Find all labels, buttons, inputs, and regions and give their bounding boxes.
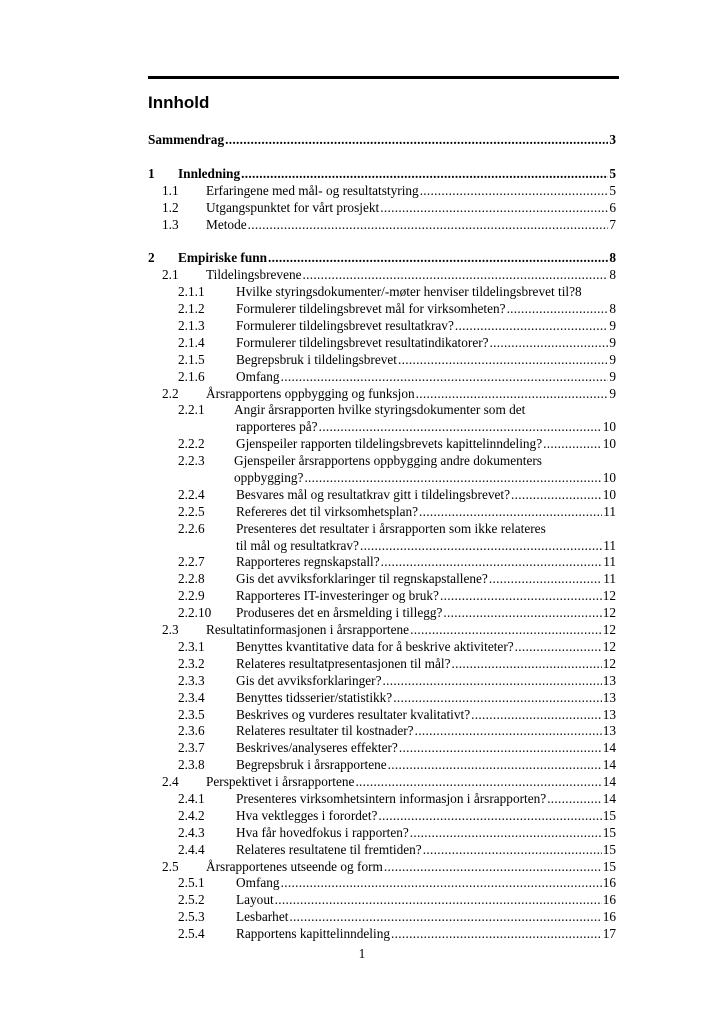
toc-entry-2-3-4[interactable] (148, 689, 616, 706)
dot-leader (440, 587, 602, 604)
toc-page: 15 (602, 824, 616, 840)
toc-number: 2.4.2 (178, 807, 205, 823)
toc-number: 2.1 (162, 267, 179, 283)
dot-leader (507, 300, 609, 317)
toc-entry-2-2-10[interactable] (148, 604, 616, 621)
toc-entry-2-2[interactable] (148, 385, 616, 402)
toc-title: Omfang (236, 368, 280, 384)
toc-page: 16 (602, 892, 616, 908)
toc-number: 2.4.3 (178, 824, 205, 840)
dot-leader (355, 773, 601, 790)
top-rule (148, 76, 619, 79)
toc-number: 2.3.8 (178, 757, 205, 773)
toc-page: 10 (602, 436, 616, 452)
toc-title: Lesbarhet (236, 909, 289, 925)
toc-title: Beskrives og vurderes resultater kvalitativt? (236, 706, 471, 722)
toc-entry-2-1-6[interactable] (148, 368, 616, 385)
toc-page: 14 (602, 790, 616, 806)
toc-number: 2.1.4 (178, 334, 205, 350)
toc-entry-2-5-4[interactable] (148, 925, 616, 942)
toc-entry-2-2-2[interactable] (148, 435, 616, 452)
toc-number: 2.5.2 (178, 892, 205, 908)
toc-entry-2-1[interactable] (148, 266, 616, 283)
toc-entry-2-1-4[interactable] (148, 334, 616, 351)
toc-entry-sammendrag[interactable] (148, 131, 616, 148)
dot-leader (248, 216, 609, 233)
toc-entry-2-2-6[interactable] (148, 520, 616, 537)
toc-title: Refereres det til virksomhetsplan? (236, 503, 419, 519)
toc-entry-2-2-3-cont[interactable] (148, 469, 616, 486)
toc-title: Empiriske funn (178, 250, 268, 266)
toc-number: 2.5.4 (178, 926, 205, 942)
toc-page: 14 (602, 740, 616, 756)
dot-leader (398, 351, 608, 368)
dot-leader (419, 503, 602, 520)
toc-number: 2.5.3 (178, 909, 205, 925)
dot-leader (384, 858, 602, 875)
dot-leader (380, 199, 608, 216)
toc-number: 2.2 (162, 385, 179, 401)
toc-number: 2.4.4 (178, 841, 205, 857)
toc-page: 14 (602, 757, 616, 773)
dot-leader (319, 418, 602, 435)
page-title: Innhold (148, 93, 210, 112)
toc-number: 2.5 (162, 858, 179, 874)
dot-leader (391, 925, 602, 942)
dot-leader (543, 435, 602, 452)
toc-page: 9 (609, 334, 616, 350)
toc-entry-2-4-2[interactable] (148, 807, 616, 824)
toc-number: 2.2.6 (178, 520, 205, 536)
toc-title: Formulerer tildelingsbrevet resultatindikatorer? (236, 334, 489, 350)
toc-title: Relateres resultater til kostnader? (236, 723, 414, 739)
toc-entry-2-4-4[interactable] (148, 841, 616, 858)
toc-number: 2.3.3 (178, 672, 205, 688)
dot-leader (416, 385, 609, 402)
toc-title: Gis det avviksforklaringer? (236, 672, 382, 688)
toc-entry-2-3[interactable] (148, 621, 616, 638)
toc-page: 13 (602, 689, 616, 705)
toc-number: 1.2 (162, 199, 179, 215)
dot-leader (423, 841, 602, 858)
toc-title: Resultatinformasjonen i årsrapportene (206, 622, 410, 638)
toc-title: Gjenspeiler rapporten tildelingsbrevets kapittelinndeling? (236, 436, 543, 452)
toc-title: Begrepsbruk i årsrapportene (236, 757, 387, 773)
toc-entry-2-3-5[interactable] (148, 706, 616, 723)
toc-entry-2[interactable] (148, 249, 616, 266)
toc-entry-2-2-6-cont[interactable] (148, 537, 616, 554)
toc-title: Perspektivet i årsrapportene (206, 774, 355, 790)
toc-title: Presenteres virksomhetsintern informasjon i årsrapporten? (236, 790, 547, 806)
toc-number: 2.3.5 (178, 706, 205, 722)
toc-number: 2.2.10 (178, 605, 212, 621)
toc-page: 11 (603, 554, 616, 570)
toc-page: 12 (602, 605, 616, 621)
toc-title-cont: oppbygging? (234, 470, 304, 486)
toc-entry-2-5-3[interactable] (148, 908, 616, 925)
toc-page: 12 (602, 622, 616, 638)
toc-entry-2-2-9[interactable] (148, 587, 616, 604)
toc-page: 16 (602, 909, 616, 925)
toc-entry-1-1[interactable] (148, 182, 616, 199)
toc-number: 2.3 (162, 622, 179, 638)
toc-title: Produseres det en årsmelding i tillegg? (236, 605, 443, 621)
toc-number: 2.2.3 (178, 453, 205, 469)
toc-number: 2.3.2 (178, 655, 205, 671)
dot-leader (289, 908, 601, 925)
dot-leader (241, 165, 608, 182)
dot-leader (490, 334, 609, 351)
toc-number: 1.3 (162, 216, 179, 232)
toc-title: Rapporteres regnskapstall? (236, 554, 380, 570)
toc-entry-2-3-1[interactable] (148, 638, 616, 655)
toc-page: 12 (602, 655, 616, 671)
toc-entry-2-1-1[interactable] (148, 283, 616, 300)
dot-leader (399, 739, 602, 756)
toc-entry-2-2-7[interactable] (148, 553, 616, 570)
toc-title: Metode (206, 216, 247, 232)
toc-entry-2-3-7[interactable] (148, 739, 616, 756)
toc-number: 2.3.4 (178, 689, 205, 705)
toc-page: 16 (602, 875, 616, 891)
toc-title: Utgangspunktet for vårt prosjekt (206, 199, 380, 215)
toc-entry-2-2-4[interactable] (148, 486, 616, 503)
toc-page: 8 (609, 250, 616, 266)
toc-number: 2 (148, 250, 155, 266)
toc-number: 2.2.7 (178, 554, 205, 570)
dot-leader (489, 570, 602, 587)
toc-title: Årsrapportenes utseende og form (206, 858, 383, 874)
toc-page: 12 (602, 638, 616, 654)
dot-leader (281, 874, 602, 891)
toc-title: Rapportens kapittelinndeling (236, 926, 390, 942)
dot-leader (378, 807, 601, 824)
toc-entry-2-3-6[interactable] (148, 722, 616, 739)
toc-number: 2.2.5 (178, 503, 205, 519)
toc-entry-1[interactable] (148, 165, 616, 182)
dot-leader (275, 891, 602, 908)
toc-title: Hva får hovedfokus i rapporten? (236, 824, 409, 840)
toc-page: 9 (609, 351, 616, 367)
toc-entry-2-4[interactable] (148, 773, 616, 790)
toc-title: Sammendrag (148, 132, 225, 147)
toc-title: Formulerer tildelingsbrevet mål for virksomheten? (236, 301, 506, 317)
toc-title: Tildelingsbrevene (206, 267, 302, 283)
dot-leader (511, 486, 602, 503)
toc-title: Hva vektlegges i forordet? (236, 807, 378, 823)
toc-page: 10 (602, 470, 616, 486)
toc-title: Relateres resultatpresentasjonen til mål? (236, 655, 451, 671)
toc-title: Besvares mål og resultatkrav gitt i tildelingsbrevet? (236, 486, 510, 502)
toc-page: 9 (609, 368, 616, 384)
dot-leader (381, 553, 603, 570)
toc-title: Begrepsbruk i tildelingsbrevet (236, 351, 398, 367)
toc-entry-2-1-3[interactable] (148, 317, 616, 334)
dot-leader (410, 621, 602, 638)
toc-page: 9 (609, 318, 616, 334)
toc-number: 2.1.2 (178, 301, 205, 317)
toc-page: 5 (609, 182, 616, 198)
toc-page: 11 (603, 537, 616, 553)
toc-entry-2-4-3[interactable] (148, 824, 616, 841)
dot-leader (360, 537, 602, 554)
toc-title: Layout (236, 892, 274, 908)
page-number: 1 (358, 946, 366, 961)
toc-page: 12 (602, 588, 616, 604)
toc-page: 10 (602, 419, 616, 435)
toc-title: Erfaringene med mål- og resultatstyring (206, 182, 419, 198)
toc-page: 7 (609, 216, 616, 232)
toc-entry-2-4-1[interactable] (148, 790, 616, 807)
dot-leader (515, 638, 602, 655)
toc-title: Benyttes kvantitative data for å beskrive aktiviteter? (236, 638, 514, 654)
dot-leader (304, 469, 601, 486)
toc-number: 2.2.1 (178, 402, 205, 418)
toc-title: Formulerer tildelingsbrevet resultatkrav? (236, 318, 454, 334)
toc-number: 2.1.6 (178, 368, 205, 384)
toc-title: Angir årsrapporten hvilke styringsdokumenter som det (234, 402, 526, 418)
toc-page: 5 (609, 165, 616, 181)
dot-leader (415, 722, 602, 739)
toc-entry-2-5-2[interactable] (148, 891, 616, 908)
toc-page: 15 (602, 858, 616, 874)
dot-leader (382, 672, 601, 689)
toc-page: 15 (602, 841, 616, 857)
toc-title: Beskrives/analyseres effekter? (236, 740, 398, 756)
toc-page: 13 (602, 723, 616, 739)
toc-number: 1.1 (162, 182, 179, 198)
toc-entry-1-2[interactable] (148, 199, 616, 216)
dot-leader (471, 706, 602, 723)
dot-leader (452, 655, 602, 672)
dot-leader (225, 131, 608, 148)
toc-number: 2.2.8 (178, 571, 205, 587)
toc-number: 1 (148, 165, 155, 181)
toc-entry-2-1-5[interactable] (148, 351, 616, 368)
toc-title: Gjenspeiler årsrapportens oppbygging andre dokumenters (234, 453, 542, 469)
toc-number: 2.2.4 (178, 486, 205, 502)
toc-page: 10 (602, 486, 616, 502)
toc-number: 2.4.1 (178, 790, 205, 806)
toc-number: 2.4 (162, 774, 179, 790)
toc-title: Relateres resultatene til fremtiden? (236, 841, 422, 857)
toc-number: 2.1.5 (178, 351, 205, 367)
toc-number: 2.2.9 (178, 588, 205, 604)
toc-page: 13 (602, 672, 616, 688)
toc-title: Hvilke styringsdokumenter/-møter henviser tildelingsbrevet til? (236, 284, 575, 300)
toc-entry-2-5-1[interactable] (148, 874, 616, 891)
dot-leader (268, 249, 608, 266)
toc-page: 6 (609, 199, 616, 215)
toc-title: Omfang (236, 875, 280, 891)
toc-page: 15 (602, 807, 616, 823)
toc-page: 17 (602, 926, 616, 942)
toc-title: Årsrapportens oppbygging og funksjon (206, 385, 415, 401)
toc-entry-2-3-8[interactable] (148, 756, 616, 773)
dot-leader (547, 790, 602, 807)
toc-number: 2.3.1 (178, 638, 205, 654)
toc-number: 2.3.6 (178, 723, 205, 739)
toc-title: Rapporteres IT-investeringer og bruk? (236, 588, 439, 604)
toc-page: 11 (603, 503, 616, 519)
toc-page: 11 (603, 571, 616, 587)
toc-entry-2-3-2[interactable] (148, 655, 616, 672)
toc-page: 3 (609, 132, 616, 147)
dot-leader (388, 756, 602, 773)
toc-title: Presenteres det resultater i årsrapporten som ikke relateres (236, 520, 546, 536)
toc-number: 2.5.1 (178, 875, 205, 891)
dot-leader (443, 604, 601, 621)
toc-number: 2.3.7 (178, 740, 205, 756)
dot-leader (420, 182, 609, 199)
toc-number: 2.1.3 (178, 318, 205, 334)
toc-number: 2.1.1 (178, 284, 205, 300)
toc-title-cont: til mål og resultatkrav? (236, 537, 359, 553)
toc-title: Benyttes tidsserier/statistikk? (236, 689, 393, 705)
toc-page: 13 (602, 706, 616, 722)
toc-entry-1-3[interactable] (148, 216, 616, 233)
dot-leader (410, 824, 602, 841)
toc-entry-2-5[interactable] (148, 858, 616, 875)
dot-leader (281, 368, 609, 385)
toc-number: 2.2.2 (178, 436, 205, 452)
toc-page: 8 (575, 284, 582, 300)
dot-leader (303, 266, 609, 283)
toc-entry-2-2-1-cont[interactable] (148, 418, 616, 435)
toc-page: 8 (609, 301, 616, 317)
toc-page: 14 (602, 774, 616, 790)
dot-leader (455, 317, 608, 334)
toc-title-cont: rapporteres på? (236, 419, 318, 435)
toc-entry-2-2-8[interactable] (148, 570, 616, 587)
toc-entry-2-1-2[interactable] (148, 300, 616, 317)
dot-leader (393, 689, 601, 706)
toc-entry-2-3-3[interactable] (148, 672, 616, 689)
toc-title: Innledning (178, 165, 241, 181)
toc-entry-2-2-1[interactable] (148, 401, 616, 418)
table-of-contents (148, 131, 616, 942)
toc-page: 9 (609, 385, 616, 401)
toc-title: Gis det avviksforklaringer til regnskapstallene? (236, 571, 488, 587)
toc-page: 8 (609, 267, 616, 283)
toc-entry-2-2-5[interactable] (148, 503, 616, 520)
toc-entry-2-2-3[interactable] (148, 452, 616, 469)
